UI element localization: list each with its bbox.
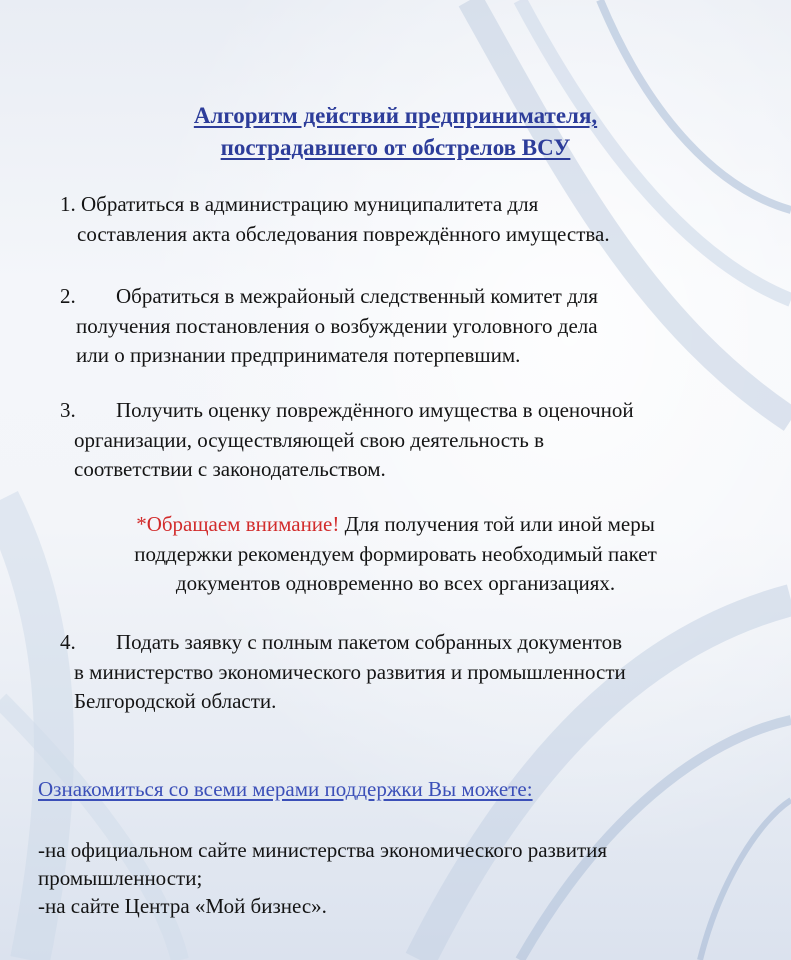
- step-1-number: 1.: [60, 192, 76, 216]
- step-1-line-2: составления акта обследования повреждённого имущества.: [77, 221, 610, 246]
- step-3-line-3: соответствии с законодательством.: [74, 457, 386, 481]
- step-1-line-1: Обратиться в администрацию муниципалитета для: [81, 192, 539, 216]
- note-line-2: поддержки рекомендуем формировать необходимый пакет: [134, 541, 657, 566]
- note-line-1: Для получения той или иной меры: [339, 512, 655, 536]
- step-4: [60, 628, 626, 717]
- step-3-number: 3.: [60, 398, 76, 422]
- step-4-line-1: Подать заявку с полным пакетом собранных документов: [116, 630, 623, 654]
- title-line-2: пострадавшего от обстрелов ВСУ: [220, 135, 571, 160]
- title-line-1: Алгоритм действий предпринимателя,: [193, 103, 598, 128]
- step-4-line-3: Белгородской области.: [74, 689, 277, 713]
- step-4-number: 4.: [60, 630, 76, 654]
- attention-note: [0, 510, 791, 599]
- support-measures-link[interactable]: Ознакомиться со всеми мерами поддержки Вы можете:: [38, 777, 533, 801]
- page-title: [0, 100, 791, 164]
- support-sources: [38, 836, 607, 920]
- step-1: [60, 190, 610, 249]
- step-3: [60, 396, 634, 485]
- step-3-line-1: Получить оценку повреждённого имущества в оценочной: [116, 398, 634, 422]
- source-line-2: промышленности;: [38, 866, 203, 890]
- note-line-3: документов одновременно во всех организациях.: [175, 571, 616, 595]
- step-2-line-2: получения постановления о возбуждении уголовного дела: [76, 313, 598, 338]
- step-2: [60, 282, 598, 371]
- step-2-number: 2.: [60, 284, 76, 308]
- step-3-line-2: организации, осуществляющей свою деятельность в: [74, 427, 545, 452]
- source-line-1: -на официальном сайте министерства экономического развития: [38, 838, 608, 862]
- step-2-line-3: или о признании предпринимателя потерпевшим.: [76, 343, 521, 367]
- source-line-3: -на сайте Центра «Мой бизнес».: [38, 894, 327, 918]
- step-4-line-2: в министерство экономического развития и промышленности: [74, 659, 626, 684]
- step-2-line-1: Обратиться в межрайоный следственный комитет для: [116, 284, 598, 308]
- attention-warning: *Обращаем внимание!: [136, 512, 340, 536]
